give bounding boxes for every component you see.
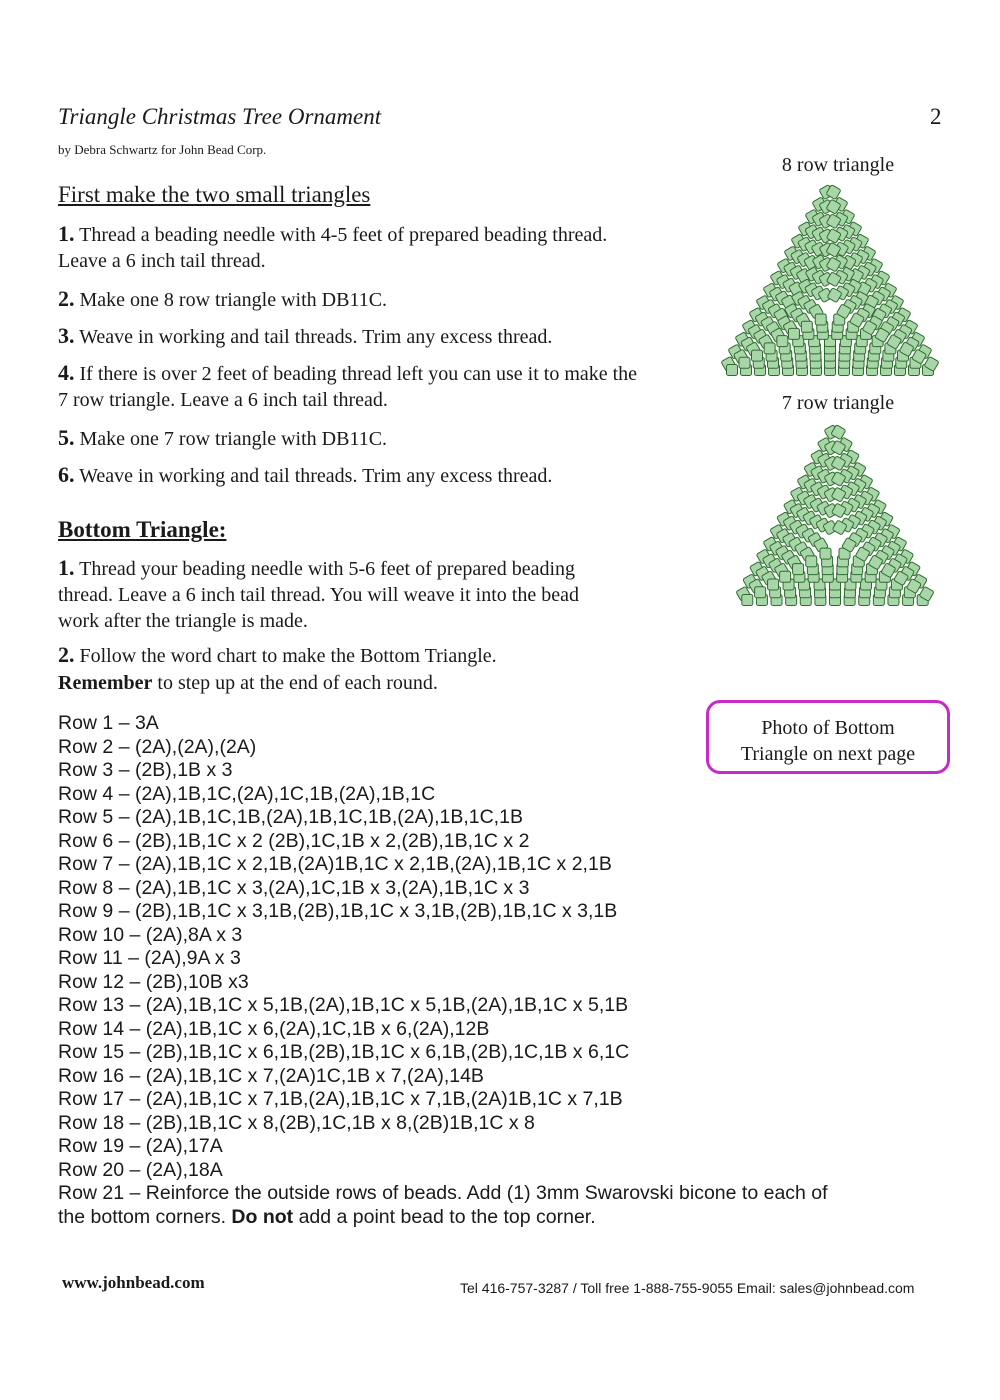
- bead: [820, 548, 831, 559]
- bead: [780, 571, 791, 582]
- step-text: Weave in working and tail threads. Trim any excess thread.: [79, 465, 553, 487]
- row-line: Row 5 – (2A),1B,1C,1B,(2A),1B,1C,1B,(2A),1B,1C,1B: [58, 806, 523, 828]
- bead: [727, 365, 738, 376]
- section-heading-bottom-triangle: Bottom Triangle:: [58, 517, 227, 542]
- step-text: Thread your beading needle with 5-6 feet of prepared beading thread. Leave a 6 inch tail thread. You will weave it into the bead work after the triangle is made.: [58, 558, 579, 632]
- row-line: Row 10 – (2A),8A x 3: [58, 923, 243, 946]
- step-text: Make one 8 row triangle with DB11C.: [79, 289, 388, 311]
- step-2: [58, 286, 638, 313]
- step-text: If there is over 2 feet of beading thread left you can use it to make the 7 row triangle. Leave a 6 inch tail thread.: [58, 363, 638, 411]
- row-line: Row 3 – (2B),1B x 3: [58, 759, 233, 781]
- step-number: 1.: [58, 555, 75, 580]
- row-21-text: Row 21 – Reinforce the outside rows of beads. Add (1) 3mm Swarovski bicone to each of the bottom corners.: [58, 1182, 828, 1228]
- row-line: Row 19 – (2A),17A: [58, 1135, 223, 1157]
- footer-website: www.johnbead.com: [62, 1273, 205, 1292]
- section-heading-small-triangles: First make the two small triangles: [58, 182, 371, 207]
- row-21-text-end: add a point bead to the top corner.: [293, 1205, 596, 1228]
- row-line: Row 13 – (2A),1B,1C x 5,1B,(2A),1B,1C x 5,1B,(2A),1B,1C x 5,1B: [58, 994, 629, 1016]
- bead: [768, 579, 779, 590]
- bottom-step-2: [58, 641, 658, 697]
- row-21-line: [58, 1182, 858, 1229]
- step-text: Weave in working and tail threads. Trim any excess thread.: [79, 326, 553, 348]
- step-4: [58, 360, 638, 413]
- row-line: Row 11 – (2A),9A x 3: [58, 947, 241, 969]
- row-line: Row 6 – (2B),1B,1C x 2 (2B),1C,1B x 2,(2B),1B,1C x 2: [58, 829, 530, 852]
- step-number: 6.: [58, 462, 75, 487]
- row-line: Row 1 – 3A: [58, 712, 159, 734]
- step-6: [58, 462, 638, 489]
- row-line: Row 18 – (2B),1B,1C x 8,(2B),1C,1B x 8,(2B)1B,1C x 8: [58, 1111, 535, 1134]
- bead: [739, 357, 750, 368]
- row-line: Row 8 – (2A),1B,1C x 3,(2A),1C,1B x 3,(2A),1B,1C x 3: [58, 876, 530, 899]
- bottom-step-1: [58, 555, 618, 634]
- bead: [788, 328, 799, 339]
- step-text: Make one 7 row triangle with DB11C.: [79, 428, 388, 450]
- remember-bold: Remember: [58, 672, 153, 694]
- bead: [777, 336, 788, 347]
- step-number: 1.: [58, 221, 75, 246]
- step-number: 5.: [58, 425, 75, 450]
- row-line: Row 14 – (2A),1B,1C x 6,(2A),1C,1B x 6,(2A),12B: [58, 1017, 490, 1040]
- footer-contact: Tel 416-757-3287 / Toll free 1-888-755-9055 Email: sales@johnbead.com: [460, 1280, 915, 1296]
- step-number: 3.: [58, 323, 75, 348]
- row-line: Row 15 – (2B),1B,1C x 6,1B,(2B),1B,1C x 6,1B,(2B),1C,1B x 6,1C: [58, 1041, 630, 1063]
- bead: [801, 321, 812, 332]
- bead: [764, 343, 775, 354]
- triangle-8-label: 8 row triangle: [781, 154, 895, 176]
- row-line: Row 7 – (2A),1B,1C x 2,1B,(2A)1B,1C x 2,1B,(2A),1B,1C x 2,1B: [58, 853, 612, 875]
- document-title: Triangle Christmas Tree Ornament: [58, 104, 382, 129]
- step-text: Follow the word chart to make the Bottom Triangle.: [79, 645, 497, 667]
- triangle-8-diagram: [715, 178, 945, 378]
- row-21-bold: Do not: [231, 1205, 294, 1228]
- row-line: Row 4 – (2A),1B,1C,(2A),1C,1B,(2A),1B,1C: [58, 782, 436, 805]
- triangle-7-label: 7 row triangle: [781, 392, 895, 414]
- row-line: Row 12 – (2B),10B x3: [58, 970, 249, 993]
- bead: [793, 564, 804, 575]
- triangle-7-diagram: [730, 418, 940, 608]
- bead: [742, 595, 753, 606]
- bead: [752, 350, 763, 361]
- bead: [755, 587, 766, 598]
- step-5: [58, 425, 638, 452]
- photo-note-line-1: Photo of Bottom: [761, 717, 895, 739]
- step-3: [58, 323, 638, 350]
- step-number: 2.: [58, 286, 75, 311]
- step-number: 4.: [58, 360, 75, 385]
- row-line: Row 17 – (2A),1B,1C x 7,1B,(2A),1B,1C x 7,1B,(2A)1B,1C x 7,1B: [58, 1088, 623, 1110]
- byline: by Debra Schwartz for John Bead Corp.: [58, 142, 267, 157]
- step-1: [58, 221, 638, 274]
- row-line: Row 9 – (2B),1B,1C x 3,1B,(2B),1B,1C x 3,1B,(2B),1B,1C x 3,1B: [58, 900, 618, 922]
- page-number: 2: [930, 104, 942, 129]
- row-line: Row 20 – (2A),18A: [58, 1158, 223, 1181]
- step-number: 2.: [58, 642, 75, 667]
- remember-text: to step up at the end of each round.: [152, 672, 438, 694]
- row-line: Row 16 – (2A),1B,1C x 7,(2A)1C,1B x 7,(2A),14B: [58, 1064, 484, 1087]
- row-word-chart: [58, 712, 858, 1229]
- step-text: Thread a beading needle with 4-5 feet of prepared beading thread. Leave a 6 inch tail thread.: [58, 224, 608, 272]
- photo-note-line-2: Triangle on next page: [740, 743, 916, 765]
- bead: [815, 314, 826, 325]
- row-line: Row 2 – (2A),(2A),(2A): [58, 735, 257, 758]
- bead: [806, 556, 817, 567]
